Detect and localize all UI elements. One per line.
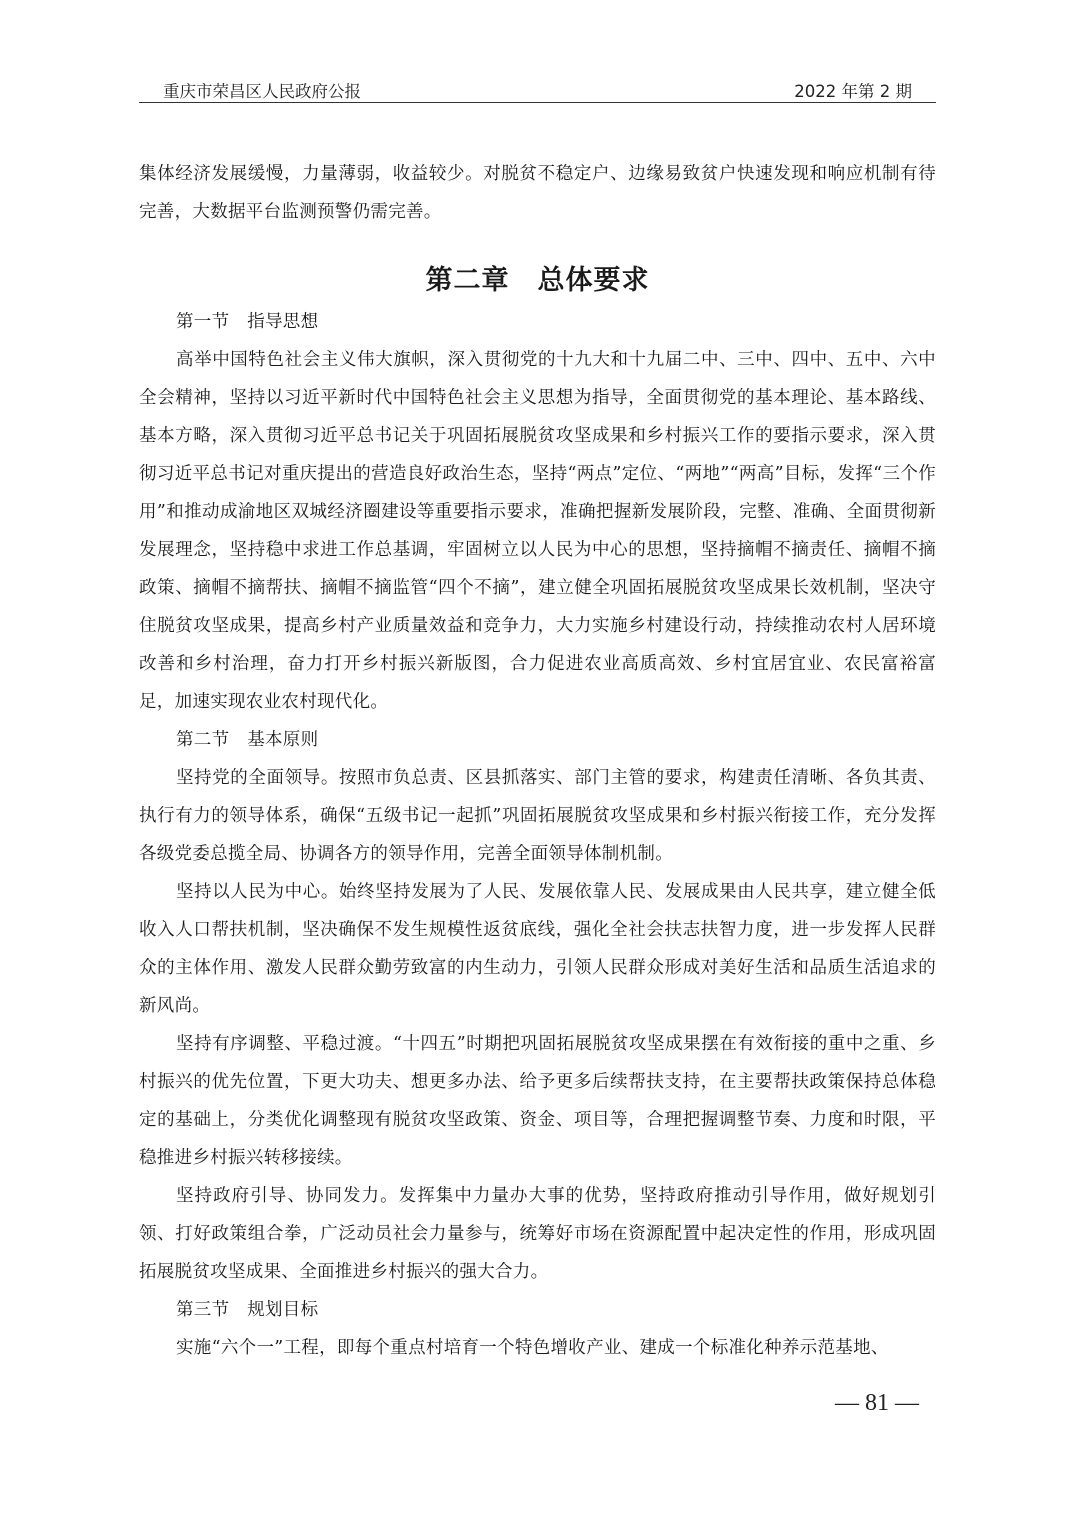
page-header — [139, 78, 936, 104]
planning-goals-paragraph: 实施“六个一”工程，即每个重点村培育一个特色增收产业、建成一个标准化种养示范基地、 — [176, 1338, 889, 1358]
chapter-title: 第二章 总体要求 — [425, 265, 650, 296]
principle-people-centered: 坚持以人民为中心。始终坚持发展为了人民、发展依靠人民、发展成果由人民共享，建立健全低收入人口帮扶机制，坚决确保不发生规模性返贫底线，强化全社会扶志扶智力度，进一步发挥人民群众的主体作用、激发人民群众勤劳致富的内生动力，引领人民群众形成对美好生活和品质生活追求的新风尚。 — [139, 882, 936, 1016]
header-divider — [139, 102, 936, 103]
issue-number: 2022 年第 2 期 — [794, 82, 912, 101]
guiding-ideology-paragraph: 高举中国特色社会主义伟大旗帜，深入贯彻党的十九大和十九届二中、三中、四中、五中、六中全会精神，坚持以习近平新时代中国特色社会主义思想为指导，全面贯彻党的基本理论、基本路线、基本方略，深入贯彻习近平总书记关于巩固拓展脱贫攻坚成果和乡村振兴工作的要指示要求，深入贯彻习近平总书记对重庆提出的营造良好政治生态，坚持“两点”定位、“两地”“两高”目标，发挥“三个作用”和推动成渝地区双城经济圈建设等重要指示要求，准确把握新发展阶段，完整、准确、全面贯彻新发展理念，坚持稳中求进工作总基调，牢固树立以人民为中心的思想，坚持摘帽不摘责任、摘帽不摘政策、摘帽不摘帮扶、摘帽不摘监管“四个不摘”，建立健全巩固拓展脱贫攻坚成果长效机制，坚决守住脱贫攻坚成果，提高乡村产业质量效益和竞争力，大力实施乡村建设行动，持续推动农村人居环境改善和乡村治理，奋力打开乡村振兴新版图，合力促进农业高质高效、乡村宜居宜业、农民富裕富足，加速实现农业农村现代化。 — [139, 350, 936, 712]
principle-government-guidance: 坚持政府引导、协同发力。发挥集中力量办大事的优势，坚持政府推动引导作用，做好规划引领、打好政策组合拳，广泛动员社会力量参与，统筹好市场在资源配置中起决定性的作用，形成巩固拓展脱贫攻坚成果、全面推进乡村振兴的强大合力。 — [139, 1186, 936, 1282]
intro-paragraph: 集体经济发展缓慢，力量薄弱，收益较少。对脱贫不稳定户、边缘易致贫户快速发现和响应机制有待完善，大数据平台监测预警仍需完善。 — [139, 164, 936, 222]
page-number: — 81 — — [835, 1390, 919, 1416]
section-heading-basic-principles: 第二节 基本原则 — [176, 730, 319, 750]
principle-party-leadership: 坚持党的全面领导。按照市负总责、区县抓落实、部门主管的要求，构建责任清晰、各负其责、执行有力的领导体系，确保“五级书记一起抓”巩固拓展脱贫攻坚成果和乡村振兴衔接工作，充分发挥各级党委总揽全局、协调各方的领导作用，完善全面领导体制机制。 — [139, 768, 936, 864]
document-body — [139, 155, 936, 1367]
section-heading-planning-goals: 第三节 规划目标 — [176, 1300, 319, 1320]
section-heading-guiding-ideology: 第一节 指导思想 — [176, 312, 319, 332]
publication-title: 重庆市荣昌区人民政府公报 — [163, 82, 361, 101]
principle-orderly-transition: 坚持有序调整、平稳过渡。“十四五”时期把巩固拓展脱贫攻坚成果摆在有效衔接的重中之重、乡村振兴的优先位置，下更大功夫、想更多办法、给予更多后续帮扶支持，在主要帮扶政策保持总体稳定的基础上，分类优化调整现有脱贫攻坚政策、资金、项目等，合理把握调整节奏、力度和时限，平稳推进乡村振兴转移接续。 — [139, 1034, 936, 1168]
